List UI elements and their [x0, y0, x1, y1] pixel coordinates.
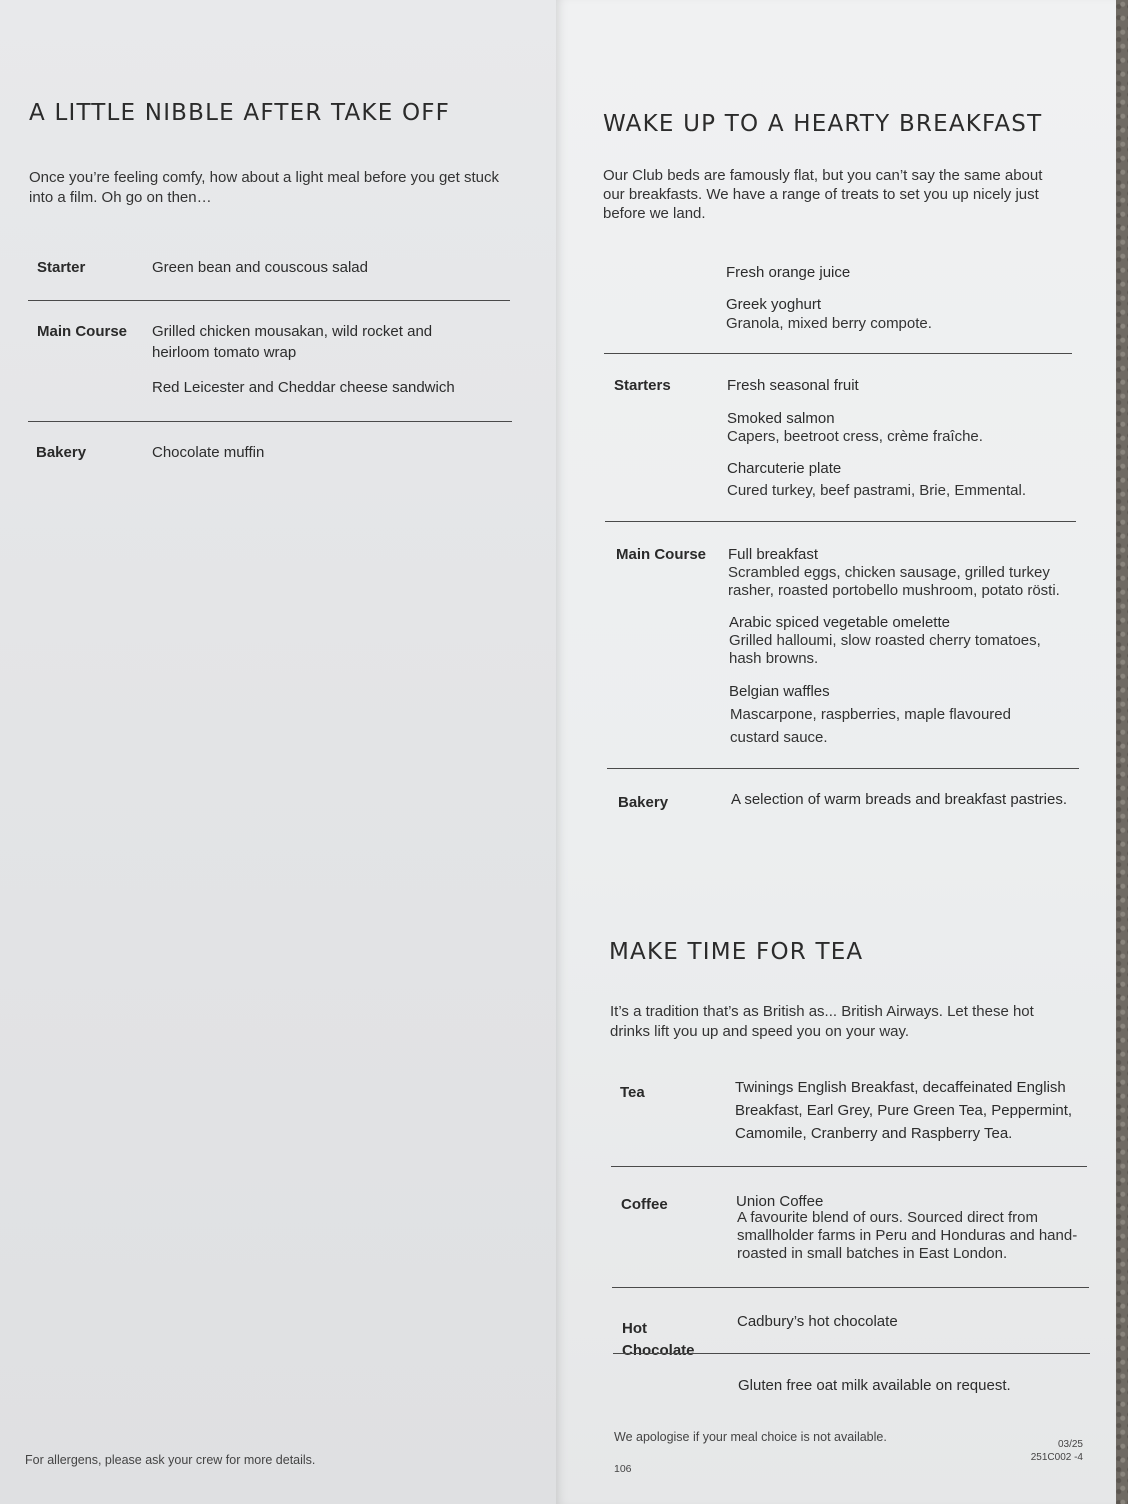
hot-chocolate-label: Hot — [622, 1320, 647, 1337]
menu-right-page — [556, 0, 1116, 1504]
divider — [604, 353, 1072, 354]
starter-label: Starter — [37, 259, 86, 276]
breakfast-main-item: Full breakfast — [728, 546, 819, 563]
nibble-intro: Once you’re feeling comfy, how about a light meal before you get stuck into a film. Oh go on then… — [29, 169, 499, 206]
opening-item: Fresh orange juice — [726, 264, 851, 281]
starters-item: Charcuterie plate — [727, 460, 842, 477]
tea-label: Tea — [620, 1084, 645, 1101]
starter-item: Green bean and couscous salad — [152, 259, 368, 276]
divider — [607, 768, 1079, 769]
opening-item-desc: Granola, mixed berry compote. — [726, 315, 932, 332]
breakfast-bakery-item: A selection of warm breads and breakfast pastries. — [731, 791, 1068, 808]
breakfast-title: WAKE UP TO A HEARTY BREAKFAST — [603, 111, 1043, 137]
date-code: 03/25 — [1057, 1439, 1083, 1450]
main-course-item: Red Leicester and Cheddar cheese sandwich — [152, 379, 455, 396]
breakfast-intro: Our Club beds are famously flat, but you can’t say the same about our breakfasts. We have a range of treats to set you up nicely just before we land. — [603, 167, 1043, 222]
starters-label: Starters — [614, 377, 671, 394]
ref-code: 251C002 -4 — [1030, 1452, 1083, 1463]
page-number: 106 — [614, 1463, 632, 1475]
divider — [613, 1353, 1090, 1354]
starters-item: Smoked salmon — [727, 410, 835, 427]
tea-item: Twinings English Breakfast, decaffeinated English Breakfast, Earl Grey, Pure Green Tea, Peppermint, Camomile, Cranberry and Raspberry Tea. — [735, 1079, 1073, 1142]
starters-item: Fresh seasonal fruit — [727, 377, 859, 394]
apology-note: We apologise if your meal choice is not available. — [614, 1430, 887, 1444]
breakfast-main-desc: Mascarpone, raspberries, maple flavoured custard sauce. — [730, 706, 1011, 746]
divider — [28, 421, 512, 422]
main-course-item: Grilled chicken mousakan, wild rocket and heirloom tomato wrap — [152, 323, 433, 361]
menu-left-page — [0, 0, 556, 1504]
nibble-title: A LITTLE NIBBLE AFTER TAKE OFF — [29, 100, 451, 126]
hot-chocolate-item: Cadbury’s hot chocolate — [737, 1313, 898, 1330]
divider — [611, 1166, 1087, 1167]
opening-item: Greek yoghurt — [726, 296, 822, 313]
main-course-label: Main Course — [37, 323, 128, 340]
divider — [612, 1287, 1089, 1288]
hot-chocolate-label: Chocolate — [622, 1342, 695, 1359]
divider — [605, 521, 1076, 522]
oat-milk-note: Gluten free oat milk available on request. — [738, 1377, 1011, 1394]
coffee-desc: A favourite blend of ours. Sourced direct from smallholder farms in Peru and Honduras and hand-roasted in small batches in East London. — [737, 1209, 1078, 1262]
coffee-item: Union Coffee — [736, 1193, 824, 1210]
divider — [28, 300, 510, 301]
breakfast-main-label: Main Course — [616, 546, 707, 563]
breakfast-main-desc: Scrambled eggs, chicken sausage, grilled turkey rasher, roasted portobello mushroom, potato rösti. — [728, 564, 1060, 599]
coffee-label: Coffee — [621, 1196, 668, 1213]
tea-title: MAKE TIME FOR TEA — [609, 939, 864, 965]
breakfast-main-desc: Grilled halloumi, slow roasted cherry tomatoes, hash browns. — [729, 632, 1041, 667]
bakery-item: Chocolate muffin — [152, 444, 265, 461]
starters-item-desc: Cured turkey, beef pastrami, Brie, Emmental. — [727, 482, 1027, 499]
breakfast-bakery-label: Bakery — [618, 794, 669, 811]
tea-intro: It’s a tradition that’s as British as... British Airways. Let these hot drinks lift you up and speed you on your way. — [610, 1003, 1034, 1040]
bakery-label: Bakery — [36, 444, 87, 461]
breakfast-main-item: Arabic spiced vegetable omelette — [729, 614, 950, 631]
breakfast-main-item: Belgian waffles — [729, 683, 830, 700]
starters-item-desc: Capers, beetroot cress, crème fraîche. — [727, 428, 983, 445]
allergen-note: For allergens, please ask your crew for more details. — [25, 1453, 316, 1467]
